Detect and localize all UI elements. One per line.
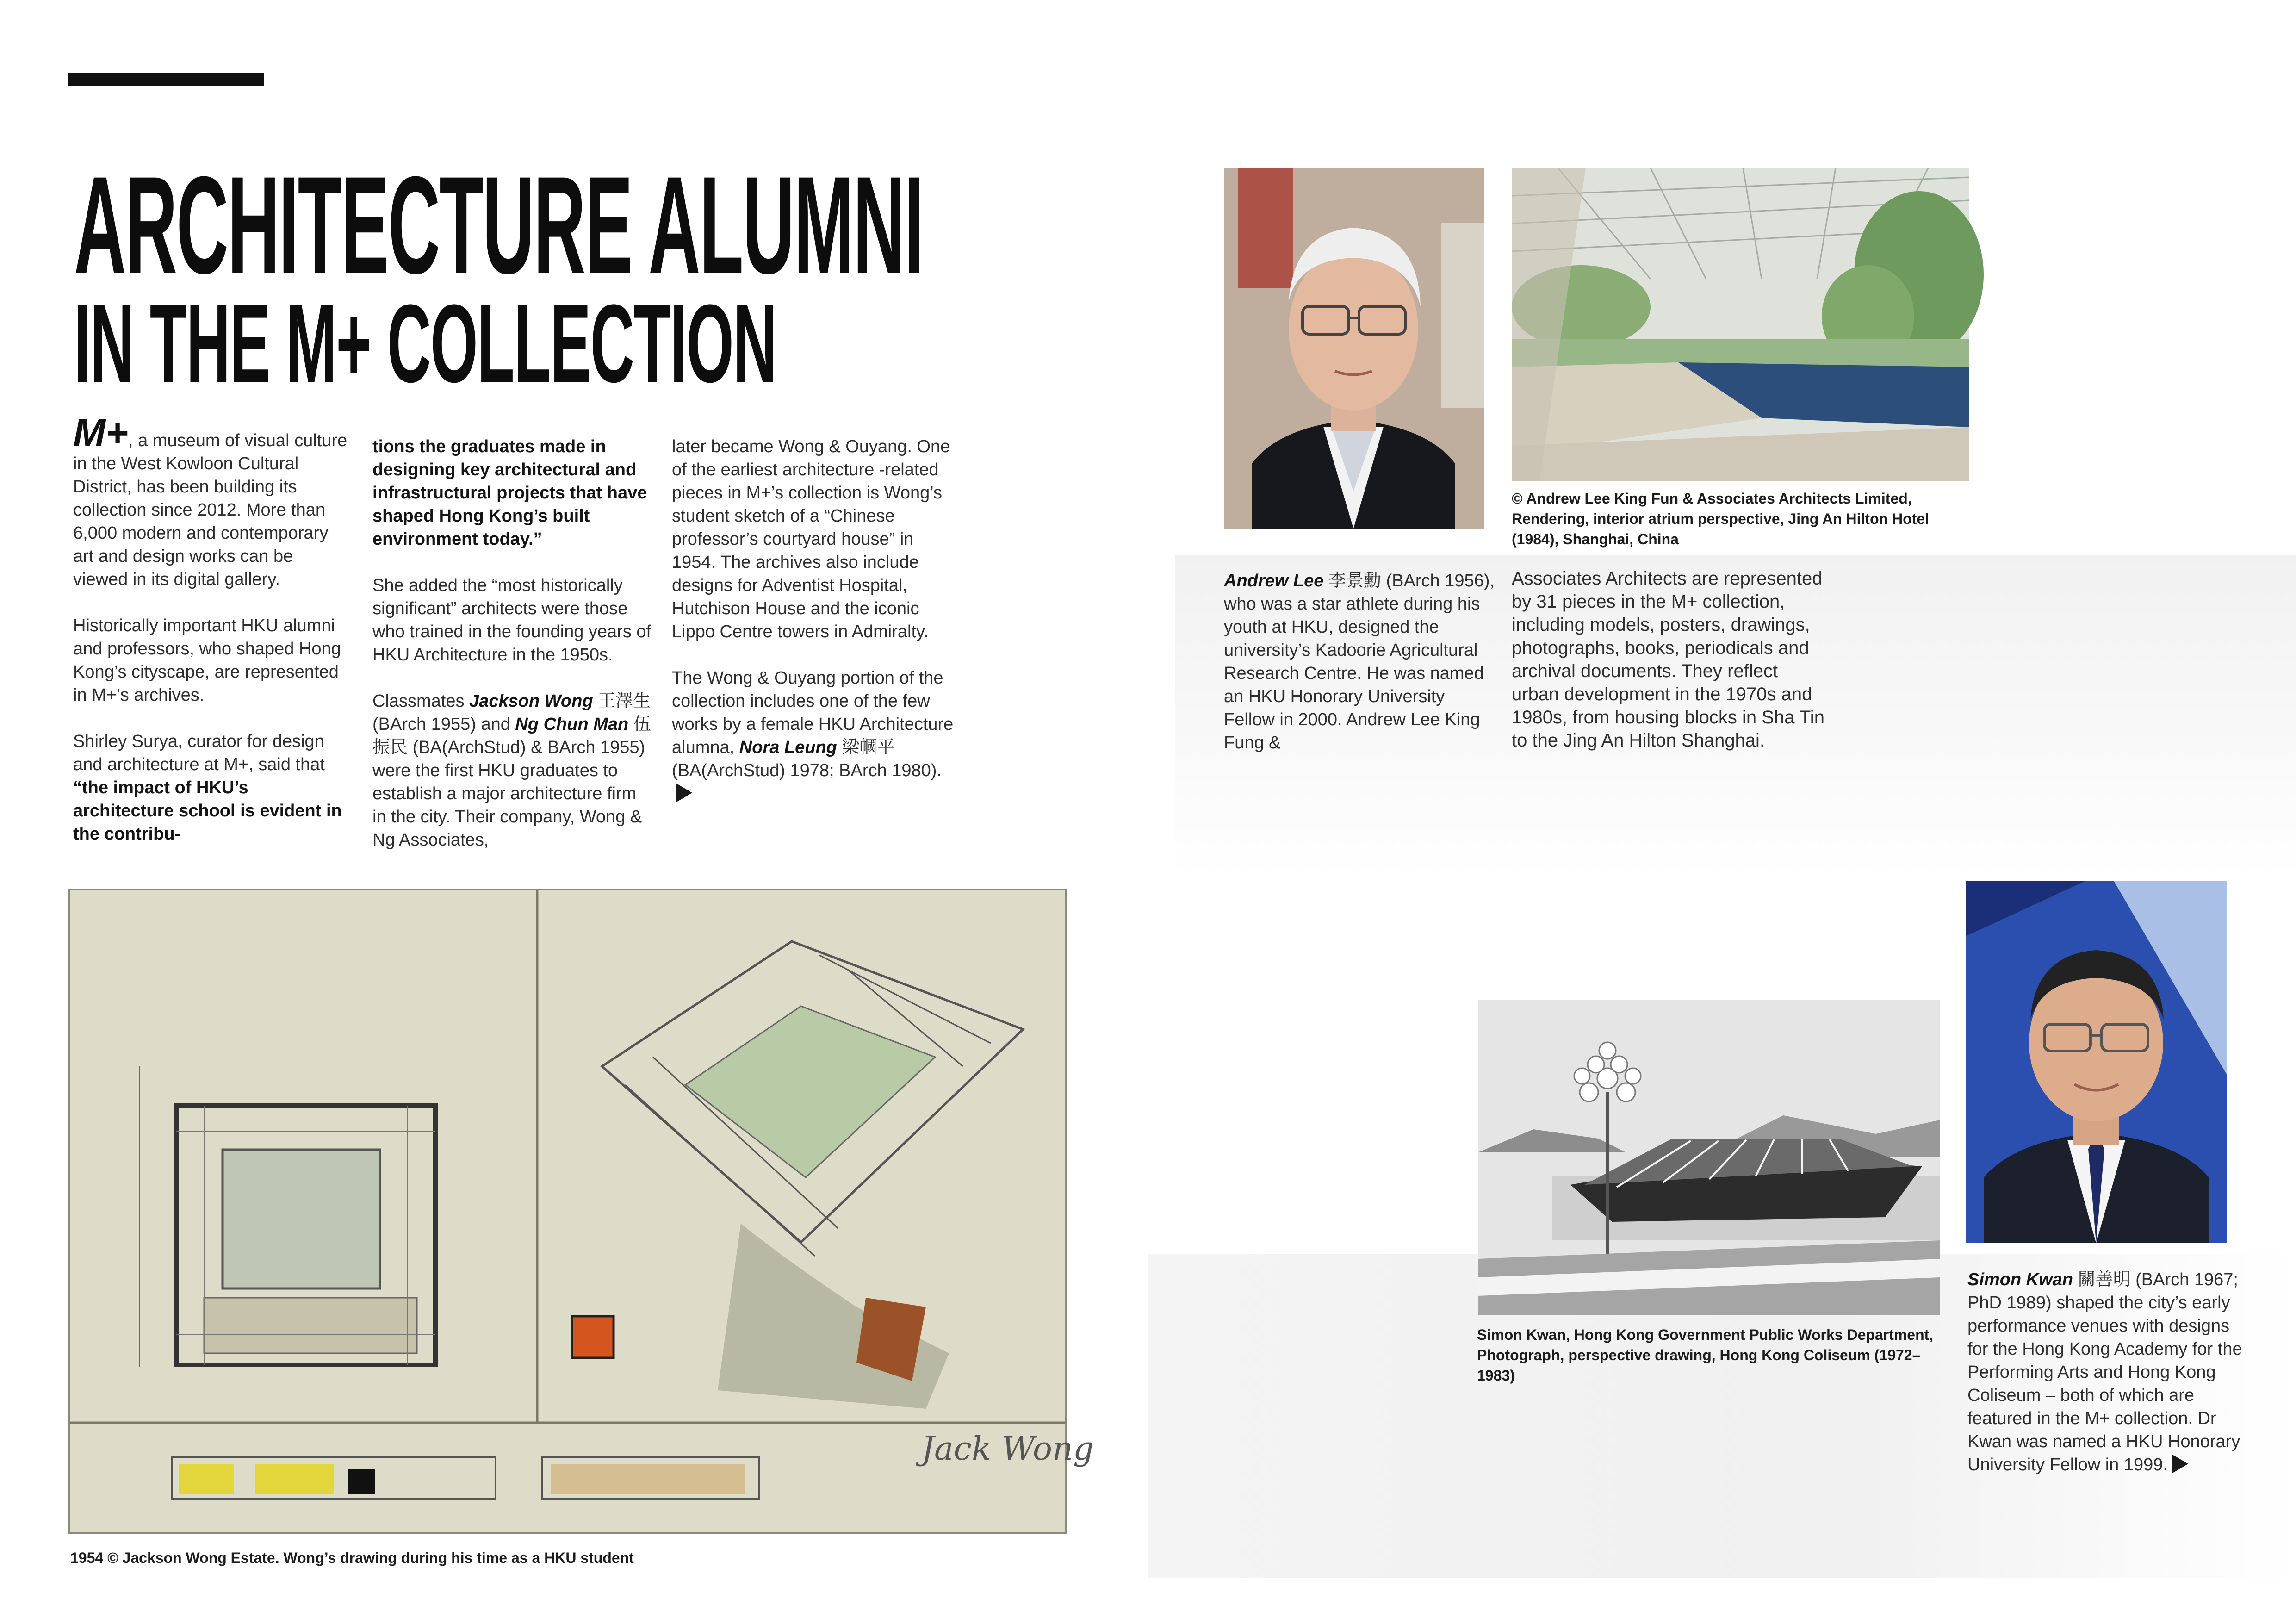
andrew-lee-portrait — [1224, 168, 1484, 529]
name-andrew-lee: Andrew Lee — [1224, 571, 1324, 591]
paragraph-intro — [73, 411, 351, 591]
jing-an-caption: © Andrew Lee King Fun & Associates Architects Limited, Rendering, interior atrium perspective, Jing An Hilton Hotel (1984), Shanghai, China — [1512, 490, 1930, 548]
article-column-2 — [372, 435, 655, 875]
coliseum-illustration — [1478, 1000, 1940, 1315]
paragraph-quote-continued — [372, 435, 655, 551]
atrium-illustration — [1512, 168, 1969, 481]
continue-arrow-icon — [2172, 1455, 2188, 1473]
simon-kwan-bio-text: 關善明 (BArch 1967; PhD 1989) shaped the city’s early performance venues with designs for the Hong Kong Academy for the Performing Arts and Hong Kong Coliseum – both of which are featured in the M+ collection. Dr Kwan was named a HKU Honorary University Fellow in 1999. — [1967, 1270, 2242, 1475]
nora-b: 梁幗平 (BA(ArchStud) 1978; BArch 1980). — [672, 738, 942, 780]
curator-quote: “the impact of HKU’s architecture school is evident in the contribu- — [73, 778, 342, 844]
paragraph-classmates — [372, 690, 655, 852]
andrew-lee-bio-a: 李景勳 (BArch 1956), who was a star athlete during his youth at HKU, designed the university’s Kadoorie Agricultural Research Centre. He was named an HKU Honorary University Fellow in 2000. Andrew Lee King Fung & — [1224, 571, 1495, 753]
andrew-lee-bio-column-1 — [1224, 569, 1497, 778]
simon-kwan-portrait-illustration — [1966, 881, 2227, 1243]
paragraph-wong-ouyang: later became Wong & Ouyang. One of the earliest architecture -related pieces in M+’s collection is Wong’s student sketch of a “Chinese professor’s courtyard house” in 1954. The archives also include designs for Adventist Hospital, Hutchison House and the iconic Lippo Centre towers in Admiralty. — [672, 437, 950, 641]
paragraph-significance: She added the “most historically significant” architects were those who trained in the founding years of HKU Architecture in the 1950s. — [372, 576, 652, 665]
top-rule-bar — [68, 73, 264, 86]
classmates-a: Classmates — [372, 691, 470, 711]
jackson-wong-courtyard-house-drawing — [68, 889, 1094, 1534]
drawing-caption: 1954 © Jackson Wong Estate. Wong’s drawing during his time as a HKU student — [70, 1549, 634, 1566]
name-ng-chun-man: Ng Chun Man — [515, 715, 629, 734]
page-title-line-2: IN THE M+ COLLECTION — [74, 281, 776, 405]
nora-a: The Wong & Ouyang portion of the collection includes one of the few works by a female HKU Architecture alumna, — [672, 668, 954, 757]
curator-lead: Shirley Surya, curator for design and architecture at M+, said that — [73, 732, 325, 774]
andrew-lee-bio-column-2 — [1512, 567, 1826, 775]
continue-arrow-icon — [676, 784, 692, 802]
name-jackson-wong: Jackson Wong — [469, 691, 593, 711]
jing-an-hilton-rendering — [1512, 168, 1969, 481]
quote-continued: tions the graduates made in designing key architectural and infrastructural projects that have shaped Hong Kong’s built environment today.” — [372, 437, 647, 549]
andrew-lee-bio-continued: Associates Architects are represented by 31 pieces in the M+ collection, including models, posters, drawings, photographs, books, periodicals and archival documents. They reflect urban development in the 1970s and 1980s, from housing blocks in Sha Tin to the Jing An Hilton Shanghai. — [1512, 568, 1824, 751]
simon-kwan-bio — [1967, 1268, 2245, 1476]
classmates-b: 王澤生 (BArch 1955) and — [372, 691, 651, 734]
intro-text: , a museum of visual culture in the West Kowloon Cultural District, has been building its collection since 2012. More than 6,000 modern and contemporary art and design works can be viewed in its digital gallery. — [73, 431, 348, 589]
andrew-lee-portrait-illustration — [1224, 168, 1484, 529]
page-title-line-1: ARCHITECTURE ALUMNI — [74, 147, 924, 303]
classmates-c: 伍振民 (BA(ArchStud) & BArch 1955) were the first HKU graduates to establish a major architecture firm in the city. Their company, Wong & Ng Associates, — [372, 715, 651, 850]
dropcap-m-plus: M+ — [73, 411, 129, 454]
name-nora-leung: Nora Leung — [739, 738, 837, 757]
courtyard-house-drawing-illustration — [70, 890, 1094, 1532]
paragraph-curator — [73, 730, 351, 846]
andrew-lee-bio — [1224, 569, 1497, 754]
hong-kong-coliseum-drawing — [1478, 1000, 1940, 1315]
article-column-1 — [73, 411, 351, 869]
article-column-3 — [672, 435, 954, 828]
coliseum-caption: Simon Kwan, Hong Kong Government Public Works Department, Photograph, perspective drawing, Hong Kong Coliseum (1972–1983) — [1477, 1326, 1934, 1384]
paragraph-alumni: Historically important HKU alumni and professors, who shaped Hong Kong’s cityscape, are represented in M+’s archives. — [73, 616, 341, 705]
simon-kwan-bio-column — [1967, 1268, 2245, 1500]
simon-kwan-portrait — [1966, 881, 2227, 1243]
signature: Jack Wong — [921, 1430, 1094, 1468]
paragraph-nora-leung — [672, 666, 954, 805]
name-simon-kwan: Simon Kwan — [1967, 1270, 2073, 1289]
